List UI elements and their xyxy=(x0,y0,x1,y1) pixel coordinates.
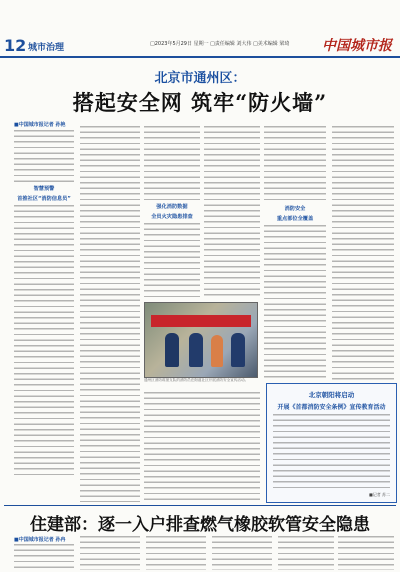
subhead-2: 首推社区“消防信息员” xyxy=(17,196,71,202)
photo-caption: 通州区消防救援支队的消防员在街道社区开展消防安全宣传活动。 xyxy=(144,378,249,382)
bottom-column-5 xyxy=(278,536,334,570)
bottom-byline: ■中国城市报记者 孙冉 xyxy=(14,537,66,543)
text-block xyxy=(144,223,200,298)
text-block xyxy=(144,392,260,502)
text-block xyxy=(144,126,200,200)
text-block xyxy=(14,130,74,182)
text-block xyxy=(212,536,272,570)
bottom-column-1 xyxy=(14,544,74,570)
bottom-headline: 住建部：逐一入户排查燃气橡胶软管安全隐患 xyxy=(30,515,370,535)
text-block xyxy=(332,126,394,380)
page-number: 12 xyxy=(4,36,27,55)
subhead-3: 强化消防数据 xyxy=(156,204,188,210)
main-headline: 搭起安全网 筑牢“防火墙” xyxy=(72,90,328,115)
text-block xyxy=(14,544,74,570)
text-block xyxy=(14,205,74,475)
photo-person xyxy=(231,333,245,367)
newspaper-header xyxy=(0,0,400,58)
dateline: □2023年5月29日 星期一 □责任编辑 刘大伟 □美术编辑 梁琦 xyxy=(150,41,290,47)
subhead-4: 全员火灾隐患排查 xyxy=(151,214,193,220)
text-block xyxy=(80,536,140,570)
text-block xyxy=(273,414,390,488)
masthead-logo: 中国城市报 xyxy=(322,38,392,54)
section-name: 城市治理 xyxy=(28,43,65,53)
article-column-4 xyxy=(204,126,260,298)
photo-banner xyxy=(151,315,251,327)
sidebar-title: 北京朝阳将启动 xyxy=(308,391,355,399)
sidebar-subtitle: 开展《首都消防安全条例》宣传教育活动 xyxy=(277,404,386,411)
sidebar-box xyxy=(266,383,397,503)
news-photo xyxy=(144,302,258,378)
text-block xyxy=(264,126,326,202)
article-column-1 xyxy=(14,130,74,502)
sidebar-body xyxy=(273,414,390,488)
text-block xyxy=(146,536,206,570)
sidebar-author: ■记者 苏二 xyxy=(368,492,390,497)
text-block xyxy=(338,536,394,570)
text-block xyxy=(278,536,334,570)
article-column-6 xyxy=(332,126,394,380)
bottom-column-4 xyxy=(212,536,272,570)
subhead-6: 重点部位全覆盖 xyxy=(276,216,314,222)
article-column-7 xyxy=(144,392,260,502)
subhead-5: 消防安全 xyxy=(284,206,306,212)
story-divider xyxy=(4,505,396,506)
bottom-column-6 xyxy=(338,536,394,570)
text-block xyxy=(204,126,260,298)
photo-person xyxy=(189,333,203,367)
article-column-3 xyxy=(144,126,200,298)
text-block xyxy=(264,225,326,380)
article-column-2 xyxy=(80,126,140,502)
main-byline: ■中国城市报记者 孙艳 xyxy=(14,122,66,128)
text-block xyxy=(80,126,140,502)
article-column-5 xyxy=(264,126,326,380)
subhead-1: 智慧预警 xyxy=(33,186,55,192)
photo-person xyxy=(211,335,223,367)
main-kicker: 北京市通州区： xyxy=(154,71,246,86)
bottom-column-3 xyxy=(146,536,206,570)
photo-person xyxy=(165,333,179,367)
bottom-column-2 xyxy=(80,536,140,570)
